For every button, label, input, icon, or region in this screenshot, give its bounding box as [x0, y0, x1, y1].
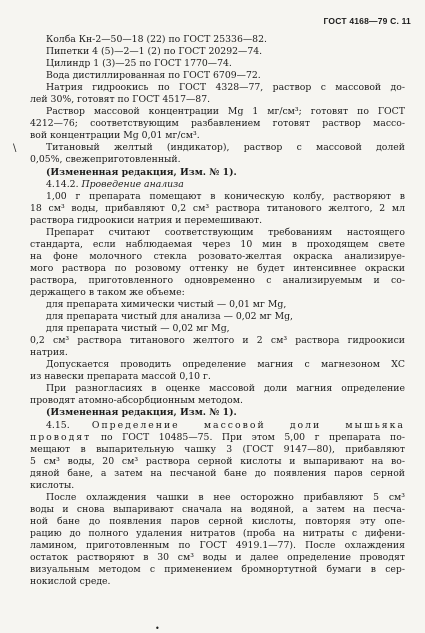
text-line: Колба Кн-2—50—18 (22) по ГОСТ 25336—82.	[46, 34, 267, 45]
margin-mark: \	[13, 143, 17, 154]
text-line: визуальным методом с применением бромнортутной бумаги в сер-	[30, 564, 405, 576]
section-title: Определение массовой доли мышьяка	[91, 419, 405, 431]
text-line: держащего в таком же объеме:	[30, 286, 185, 298]
text-line	[30, 432, 405, 444]
amendment-note: (Измененная редакция, Изм. № 1).	[46, 166, 237, 178]
spaced-word: проводят	[30, 431, 92, 443]
text-line: Препарат считают соответствующим требованиям настоящего	[46, 226, 405, 238]
text-line: остаток растворяют в 30 см³ воды и далее определение проводят	[30, 552, 405, 564]
text-line: на фоне молочного стекла розовато-желтая окраска анализируе-	[30, 250, 405, 262]
text-line: При разногласиях в оценке массовой доли магния определение	[46, 383, 405, 395]
text-line: Раствор массовой концентрации Mg 1 мг/см³; готовят по ГОСТ	[46, 106, 405, 118]
text-fragment: по ГОСТ 10485—75. При этом 5,00 г препарата по-	[91, 431, 405, 443]
document-body	[30, 34, 405, 588]
text-line: ной бане до появления паров серной кислоты, повторяя эту опе-	[30, 515, 405, 527]
text-line: Цилиндр 1 (3)—25 по ГОСТ 1770—74.	[46, 58, 232, 70]
text-line: стандарта, если наблюдаемая через 10 мин в проходящем свете	[30, 238, 405, 250]
text-line: натрия.	[30, 347, 68, 359]
text-line: воды и снова выпаривают сначала на водяной, а затем на песча-	[30, 503, 405, 515]
text-line: Пипетки 4 (5)—2—1 (2) по ГОСТ 20292—74.	[46, 46, 263, 58]
text-line: 0,2 см³ раствора титанового желтого и 2 см³ раствора гидроокиси	[30, 335, 405, 347]
text-line: Титановый желтый (индикатор), раствор с массовой долей	[46, 142, 405, 154]
section-title: Проведение анализа	[81, 178, 184, 190]
section-number: 4.15.	[46, 419, 70, 431]
footer-dot: •	[155, 624, 160, 633]
text-line: для препарата чистый для анализа — 0,02 мг Mg,	[46, 311, 294, 323]
text-line: Допускается проводить определение магния с магнезоном ХС	[46, 359, 405, 371]
text-line: мещают в выпарительную чашку 3 (ГОСТ 9147—80), прибавляют	[30, 443, 405, 455]
text-line: лей 30%, готовят по ГОСТ 4517—87.	[30, 94, 211, 106]
text-line: вой концентрации Mg 0,01 мг/см³.	[30, 130, 200, 142]
text-line: Вода дистиллированная по ГОСТ 6709—72.	[46, 70, 261, 82]
text-line: 1,00 г препарата помещают в коническую колбу, растворяют в	[46, 190, 405, 202]
text-line: раствора гидроокиси натрия и перемешивают.	[30, 214, 263, 226]
section-heading	[30, 179, 405, 191]
text-line: мого раствора по розовому оттенку не будет интенсивнее окраски	[30, 262, 405, 274]
text-line: 5 см³ воды, 20 см³ раствора серной кислоты и выпаривают на во-	[30, 455, 405, 467]
text-line: Натрия гидроокись по ГОСТ 4328—77, раствор с массовой до-	[46, 82, 405, 94]
text-line: ламином, приготовленным по ГОСТ 4919.1—77). После охлаждения	[30, 539, 405, 551]
text-line: из навески препарата массой 0,10 г.	[30, 371, 211, 383]
section-heading	[30, 420, 405, 432]
text-line: 0,05%, свежеприготовленный.	[30, 154, 181, 166]
text-line: 18 см³ воды, прибавляют 0,2 см³ раствора титанового желтого, 2 мл	[30, 202, 405, 214]
text-line: рацию до полного удаления нитратов (проба на нитраты с дифени-	[30, 527, 405, 539]
text-line: раствора, приготовленного одновременно с анализируемым и со-	[30, 274, 405, 286]
text-line: для препарата чистый — 0,02 мг Mg,	[46, 323, 230, 335]
text-line: дяной бане, а затем на песчаной бане до появления паров серной	[30, 467, 405, 479]
section-number: 4.14.2.	[46, 178, 79, 190]
text-line: 4212—76; соответствующим разбавлением готовят раствор массо-	[30, 118, 405, 130]
text-line: нокислой среде.	[30, 576, 111, 588]
text-line: проводят атомно-абсорбционным методом.	[30, 395, 243, 407]
text-line: для препарата химически чистый — 0,01 мг Mg,	[46, 299, 287, 311]
text-line: После охлаждения чашки в нее осторожно прибавляют 5 см³	[46, 491, 405, 503]
text-line: кислоты.	[30, 479, 75, 491]
amendment-note: (Измененная редакция, Изм. № 1).	[46, 407, 237, 419]
page-header: ГОСТ 4168—79 С. 11	[323, 16, 411, 26]
